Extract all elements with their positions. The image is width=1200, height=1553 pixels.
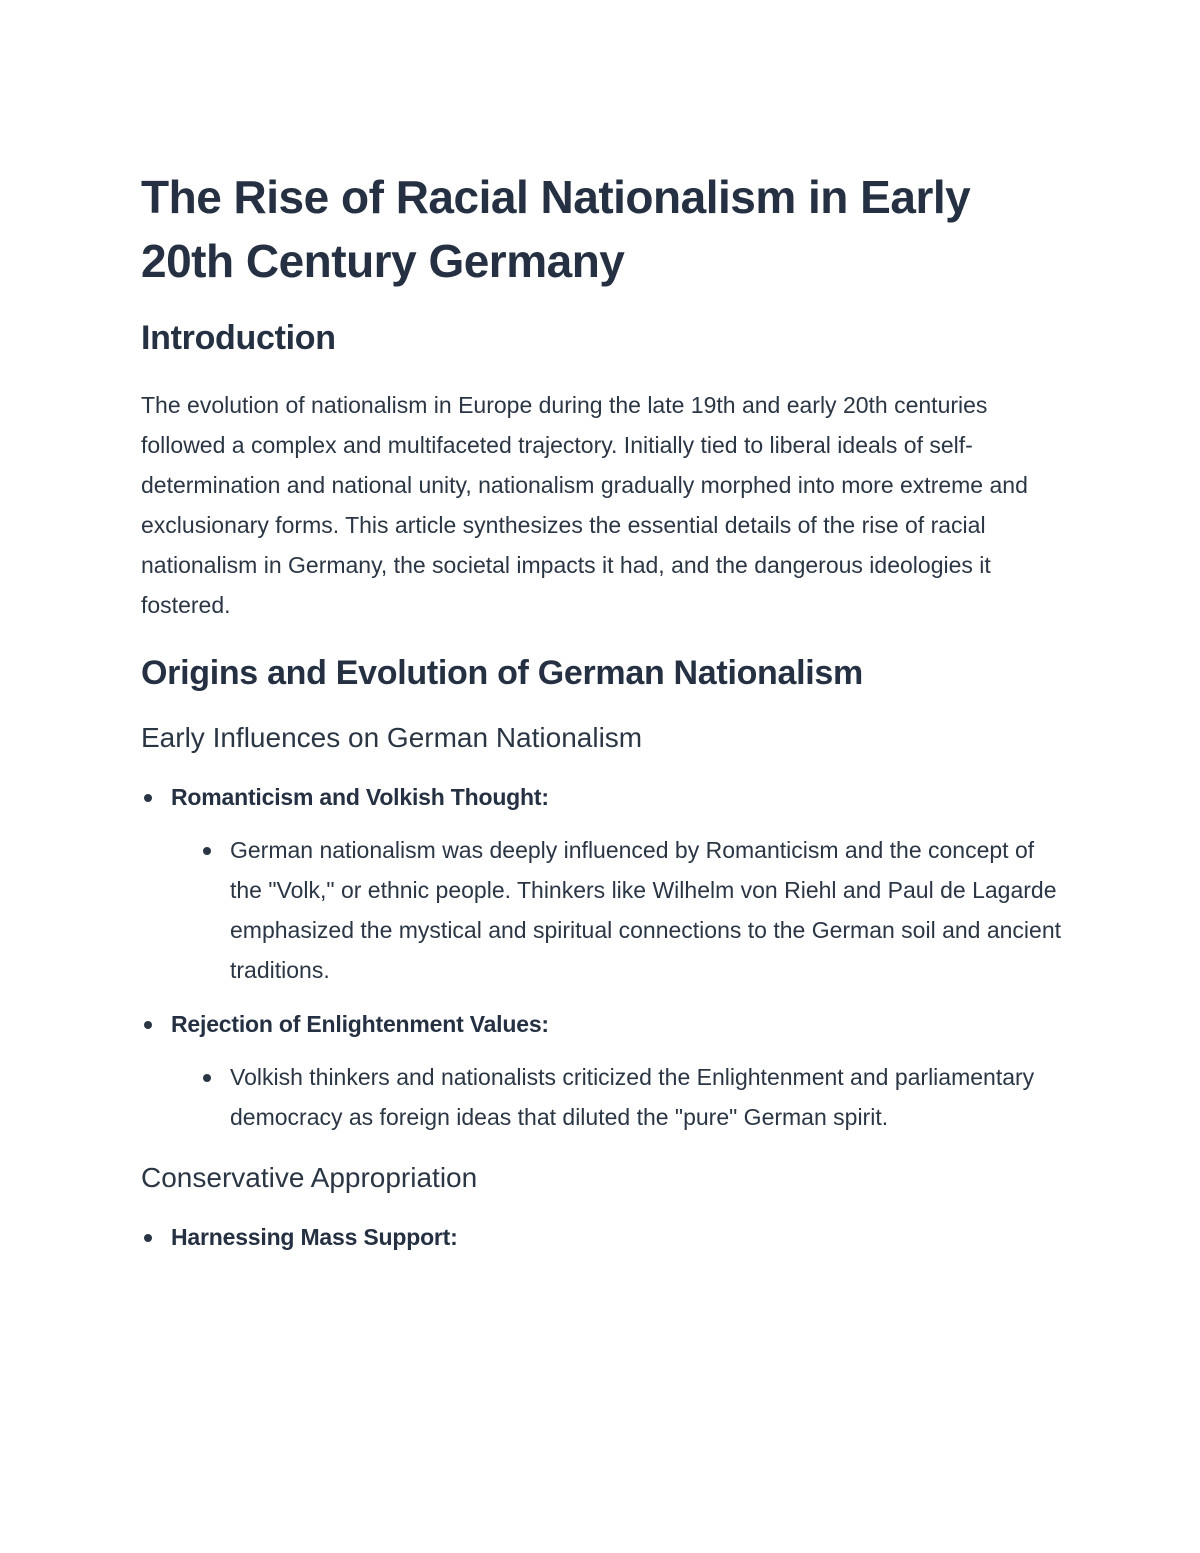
list-item [200,1057,1071,1137]
introduction-paragraph: The evolution of nationalism in Europe during the late 19th and early 20th centuries followed a complex and multifaceted trajectory. Initially tied to liberal ideals of self-determination and national unity, nationalism gradually morphed into more extreme and exclusionary forms. This article synthesizes the essential details of the rise of racial nationalism in Germany, the societal impacts it had, and the dangerous ideologies it fostered. [141,392,1028,618]
subsection-heading-early-influences: Early Influences on German Nationalism [141,722,643,753]
list-item [141,777,1071,990]
list-item-label: Harnessing Mass Support: [171,1224,458,1250]
section-heading-introduction: Introduction [141,319,336,357]
early-influences-list [141,777,1071,1137]
sub-list [171,1057,1071,1137]
list-item [141,1217,1071,1257]
subsection-heading-conservative-appropriation: Conservative Appropriation [141,1162,478,1193]
conservative-appropriation-list [141,1217,1071,1257]
list-item-label: Romanticism and Volkish Thought: [171,784,549,810]
list-item [141,1004,1071,1137]
sub-list [171,830,1071,990]
list-item-label: Rejection of Enlightenment Values: [171,1011,549,1037]
list-item-detail: Volkish thinkers and nationalists criticized the Enlightenment and parliamentary democracy as foreign ideas that diluted the "pure" German spirit. [230,1064,1035,1130]
list-item-detail: German nationalism was deeply influenced by Romanticism and the concept of the "Volk," or ethnic people. Thinkers like Wilhelm von Riehl and Paul de Lagarde emphasized the mystical and spiritual connections to the German soil and ancient traditions. [230,837,1062,983]
article-title: The Rise of Racial Nationalism in Early 20th Century Germany [141,171,971,287]
document-page [141,165,1071,1257]
list-item [200,830,1071,990]
section-heading-origins: Origins and Evolution of German Nationalism [141,654,863,692]
